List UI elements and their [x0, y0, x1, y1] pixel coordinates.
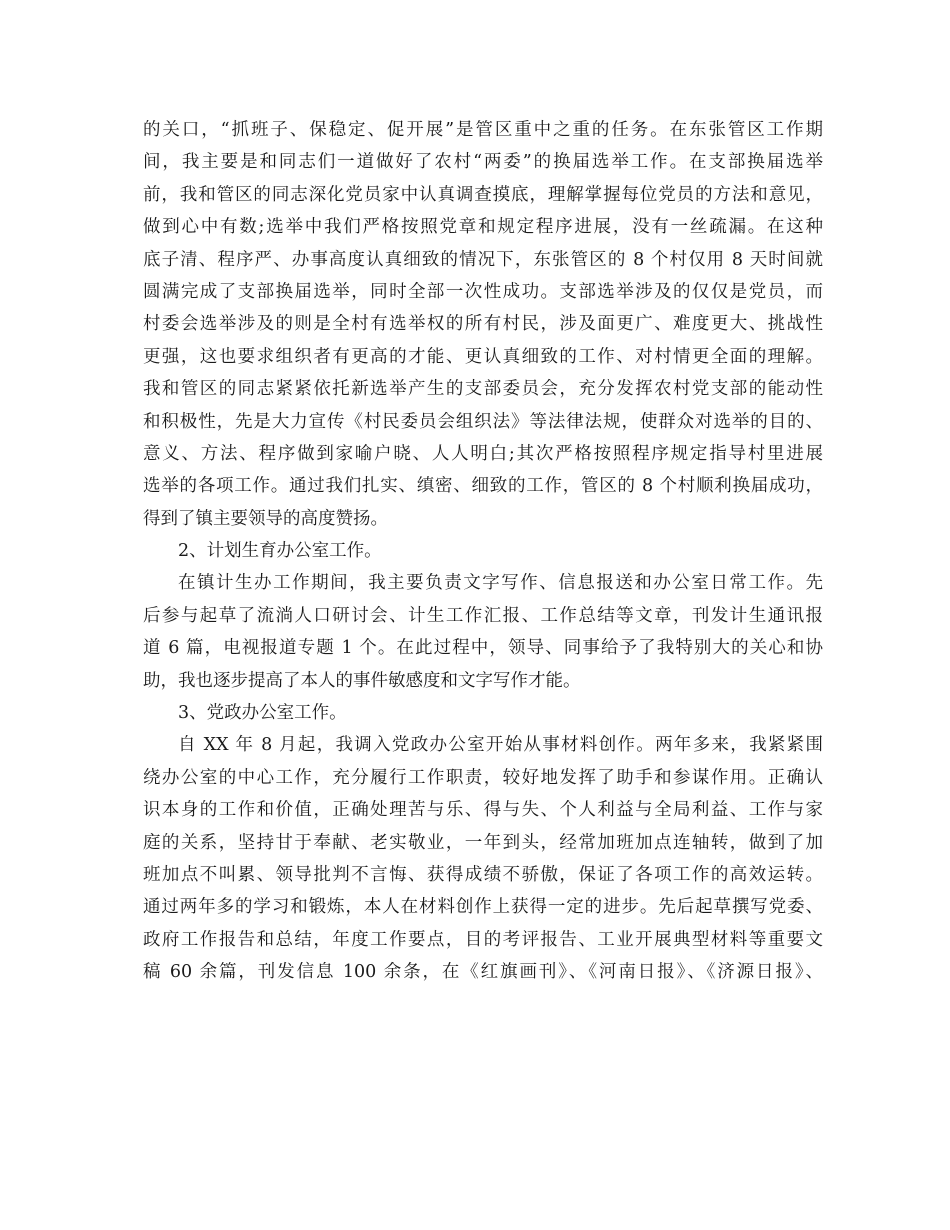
- text-line: 我和管区的同志紧紧依托新选举产生的支部委员会，充分发挥农村党支部的能动性: [143, 379, 823, 400]
- text-line: 稿 60 余篇，刊发信息 100 余条，在《红旗画刊》、《河南日报》、《济源日报》、: [143, 962, 823, 983]
- text-line: 更强，这也要求组织者有更高的才能、更认真细致的工作、对村情更全面的理解。: [143, 346, 823, 367]
- text-line: 后参与起草了流淌人口研讨会、计生工作汇报、工作总结等文章，刊发计生通讯报: [143, 605, 823, 626]
- text-line: 通过两年多的学习和锻炼，本人在材料创作上获得一定的进步。先后起草撰写党委、: [143, 897, 823, 918]
- text-line: 意义、方法、程序做到家喻户晓、人人明白;其次严格按照程序规定指导村里进展: [143, 443, 823, 464]
- text-line: 村委会选举涉及的则是全村有选举权的所有村民，涉及面更广、难度更大、挑战性: [143, 314, 823, 335]
- text-line: 自 XX 年 8 月起，我调入党政办公室开始从事材料创作。两年多来，我紧紧围: [178, 735, 823, 756]
- text-line: 选举的各项工作。通过我们扎实、缜密、细致的工作，管区的 8 个村顺利换届成功，: [143, 476, 823, 497]
- text-line: 绕办公室的中心工作，充分履行工作职责，较好地发挥了助手和参谋作用。正确认: [143, 767, 823, 788]
- text-line: 识本身的工作和价值，正确处理苦与乐、得与失、个人利益与全局利益、工作与家: [143, 800, 823, 821]
- text-line: 圆满完成了支部换届选举，同时全部一次性成功。支部选举涉及的仅仅是党员，而: [143, 281, 823, 302]
- section-heading: 2、计划生育办公室工作。: [178, 541, 382, 562]
- text-line: 助，我也逐步提高了本人的事件敏感度和文字写作才能。: [143, 670, 581, 691]
- text-line: 前，我和管区的同志深化党员家中认真调查摸底，理解掌握每位党员的方法和意见，: [143, 184, 823, 205]
- text-line: 和积极性，先是大力宣传《村民委员会组织法》等法律法规，使群众对选举的目的、: [143, 411, 823, 432]
- text-line: 班加点不叫累、领导批判不言悔、获得成绩不骄傲，保证了各项工作的高效运转。: [143, 864, 823, 885]
- text-line: 庭的关系，坚持甘于奉献、老实敬业，一年到头，经常加班加点连轴转，做到了加: [143, 832, 823, 853]
- text-line: 政府工作报告和总结，年度工作要点，目的考评报告、工业开展典型材料等重要文: [143, 929, 823, 950]
- text-line: 道 6 篇，电视报道专题 1 个。在此过程中，领导、同事给予了我特别大的关心和协: [143, 638, 823, 659]
- text-line: 得到了镇主要领导的高度赞扬。: [143, 508, 388, 529]
- text-line: 底子清、程序严、办事高度认真细致的情况下，东张管区的 8 个村仅用 8 天时间就: [143, 249, 823, 270]
- text-line: 在镇计生办工作期间，我主要负责文字写作、信息报送和办公室日常工作。先: [178, 573, 823, 594]
- text-line: 做到心中有数;选举中我们严格按照党章和规定程序进展，没有一丝疏漏。在这种: [143, 217, 823, 238]
- document-body: [143, 114, 823, 989]
- section-heading: 3、党政办公室工作。: [178, 703, 347, 724]
- text-line: 的关口，“抓班子、保稳定、促开展”是管区重中之重的任务。在东张管区工作期: [143, 120, 823, 140]
- text-line: 间，我主要是和同志们一道做好了农村“两委”的换届选举工作。在支部换届选举: [143, 152, 823, 173]
